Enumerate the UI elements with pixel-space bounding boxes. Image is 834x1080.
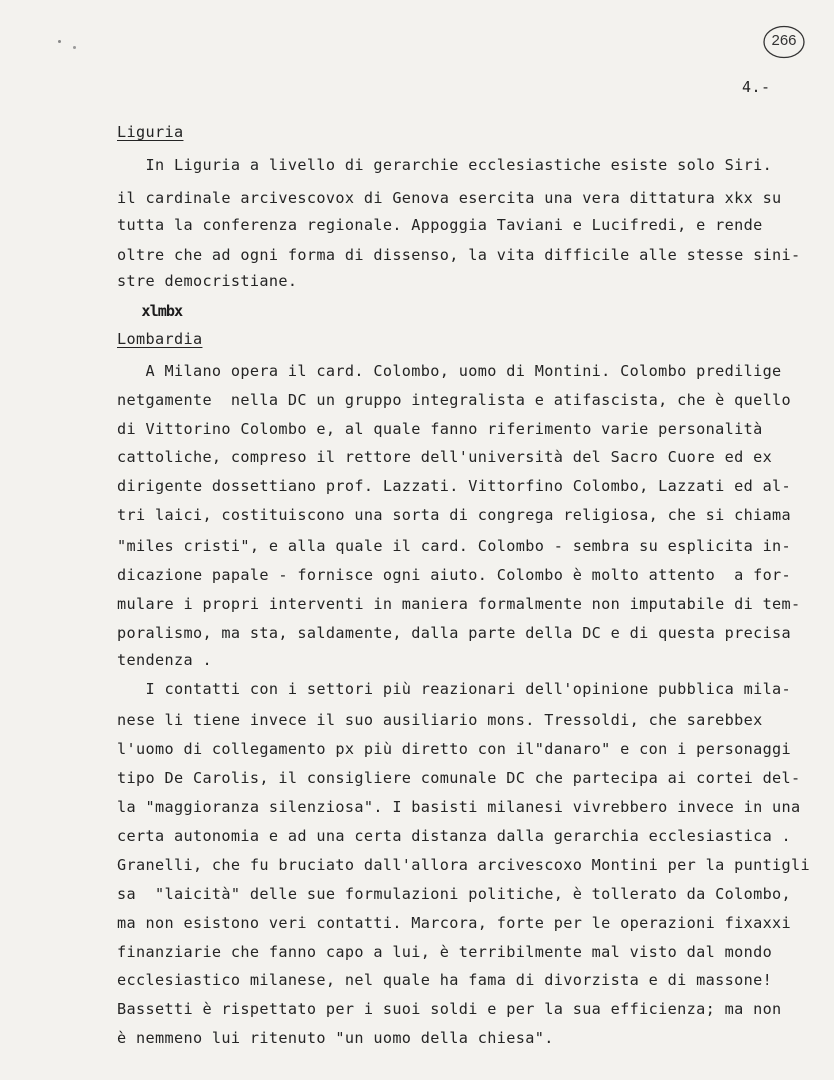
text-line: A Milano opera il card. Colombo, uomo di Montini. Colombo predilige <box>117 362 782 380</box>
text-line: "miles cristi", e alla quale il card. Colombo - sembra su esplicita in- <box>117 537 792 555</box>
text-line: ma non esistono veri contatti. Marcora, forte per le operazioni fixaxxi <box>117 914 792 932</box>
text-line: oltre che ad ogni forma di dissenso, la vita difficile alle stesse sini- <box>117 246 801 264</box>
text-line: l'uomo di collegamento px più diretto con il"danaro" e con i personaggi <box>117 740 792 758</box>
heading-liguria: Liguria <box>117 123 184 141</box>
text-line: di Vittorino Colombo e, al quale fanno riferimento varie personalità <box>117 420 763 438</box>
text-line: finanziarie che fanno capo a lui, è terribilmente mal visto dal mondo <box>117 943 773 961</box>
text-line: stre democristiane. <box>117 272 298 290</box>
text-line: tri laici, costituiscono una sorta di congrega religiosa, che si chiama <box>117 506 792 524</box>
text-line: sa "laicità" delle sue formulazioni politiche, è tollerato da Colombo, <box>117 885 792 903</box>
text-line: dicazione papale - fornisce ogni aiuto. Colombo è molto attento a for- <box>117 566 792 584</box>
page-number: 4.- <box>742 78 771 96</box>
stamp-number: 266 <box>771 32 797 49</box>
text-line: Bassetti è rispettato per i suoi soldi e per la sua efficienza; ma non <box>117 1000 782 1018</box>
text-line: nese li tiene invece il suo ausiliario mons. Tressoldi, che sarebbex <box>117 711 763 729</box>
text-line: certa autonomia e ad una certa distanza dalla gerarchia ecclesiastica . <box>117 827 792 845</box>
text-line: tipo De Carolis, il consigliere comunale DC che partecipa ai cortei del- <box>117 769 801 787</box>
archive-stamp <box>762 24 806 60</box>
text-line: la "maggioranza silenziosa". I basisti milanesi vivrebbero invece in una <box>117 798 801 816</box>
text-line: ecclesiastico milanese, nel quale ha fama di divorzista e di massone! <box>117 971 773 989</box>
text-line: I contatti con i settori più reazionari dell'opinione pubblica mila- <box>117 680 792 698</box>
text-line: il cardinale arcivescovox di Genova esercita una vera dittatura xkx su <box>117 189 782 207</box>
text-line: dirigente dossettiano prof. Lazzati. Vittorfino Colombo, Lazzati ed al- <box>117 477 792 495</box>
text-line: tendenza . <box>117 651 212 669</box>
heading-lombardia: Lombardia <box>117 330 203 348</box>
text-line: è nemmeno lui ritenuto "un uomo della chiesa". <box>117 1029 554 1047</box>
speck-mark <box>73 46 76 49</box>
text-line: poralismo, ma sta, saldamente, dalla parte della DC e di questa precisa <box>117 624 792 642</box>
text-line: In Liguria a livello di gerarchie ecclesiastiche esiste solo Siri. <box>117 156 773 174</box>
text-line: tutta la conferenza regionale. Appoggia Taviani e Lucifredi, e rende <box>117 216 763 234</box>
text-line: mulare i propri interventi in maniera formalmente non imputabile di tem- <box>117 595 801 613</box>
struck-text: xlmbx <box>117 302 183 320</box>
text-line: cattoliche, compreso il rettore dell'università del Sacro Cuore ed ex <box>117 448 773 466</box>
text-line: netgamente nella DC un gruppo integralista e atifascista, che è quello <box>117 391 792 409</box>
text-line: Granelli, che fu bruciato dall'allora arcivescoxo Montini per la puntigli <box>117 856 811 874</box>
speck-mark <box>58 40 61 43</box>
